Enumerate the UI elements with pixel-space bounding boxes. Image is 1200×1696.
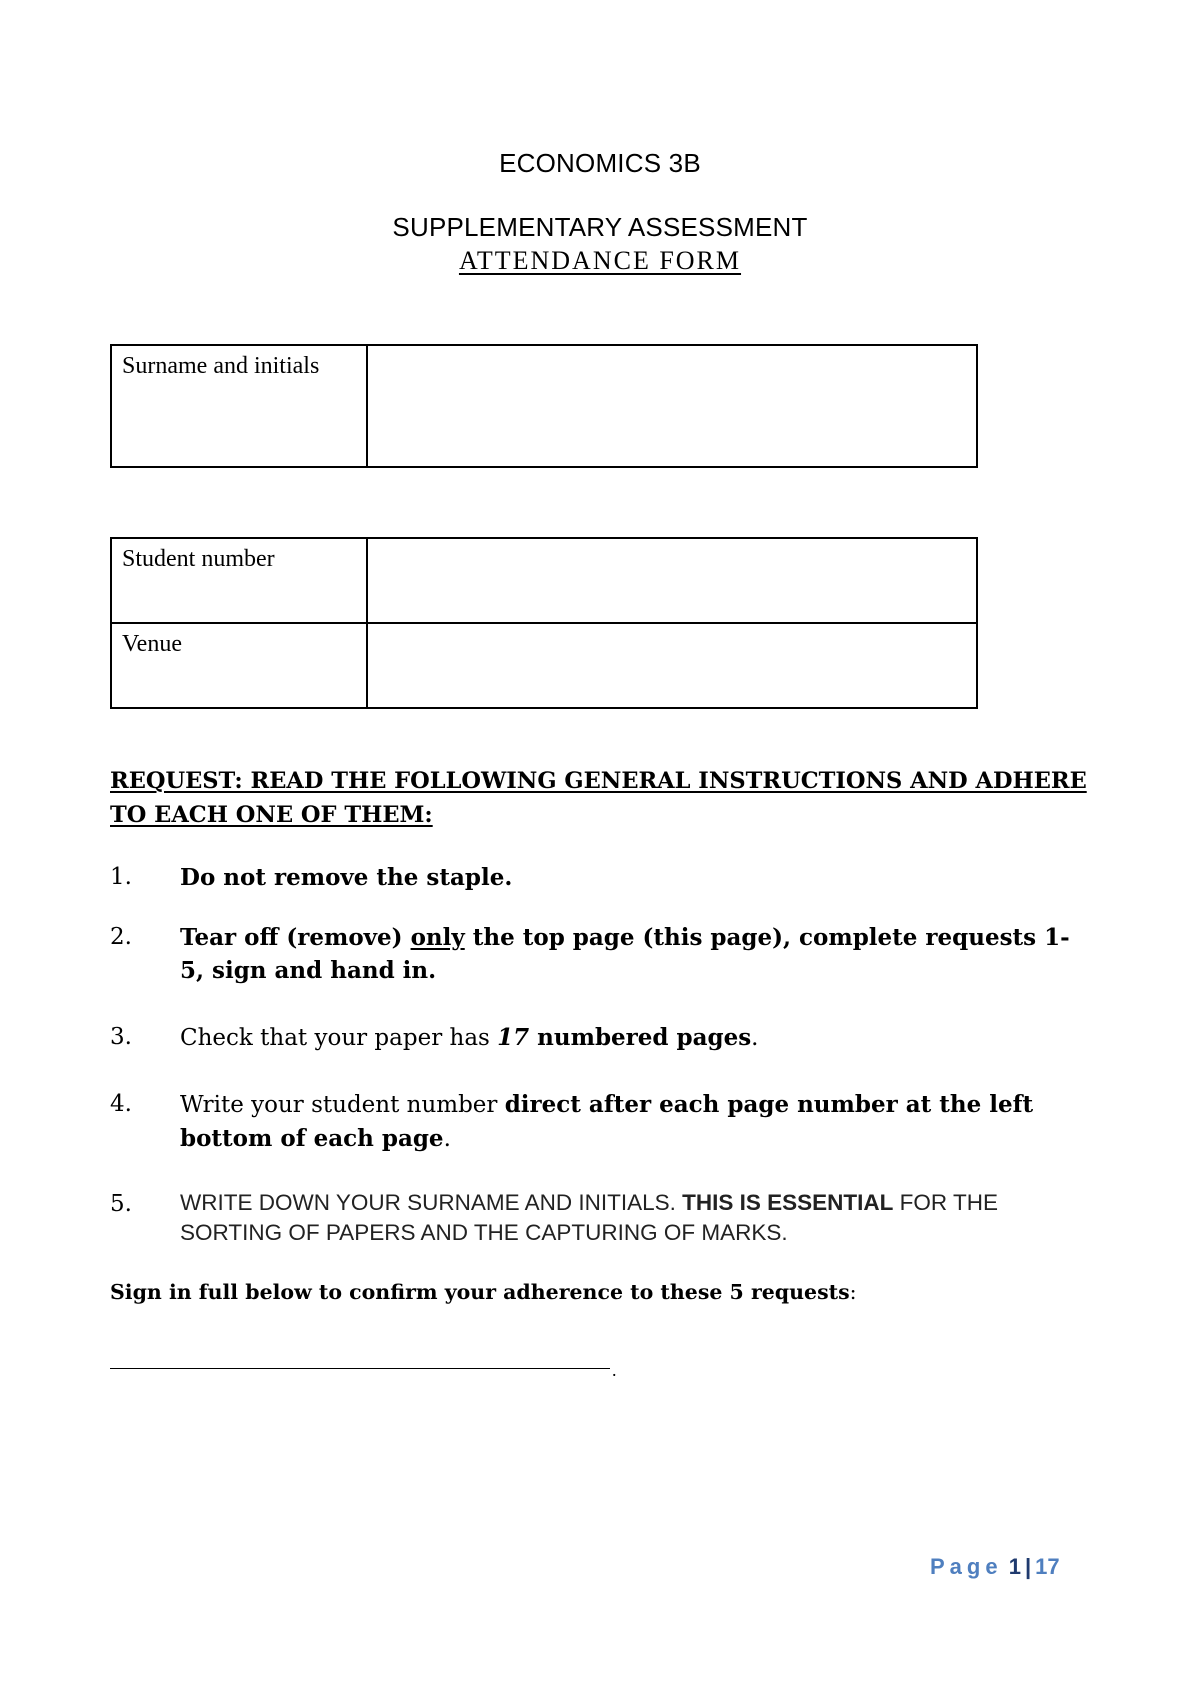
request-text-part: Write your student number	[180, 1092, 505, 1118]
request-heading: REQUEST: READ THE FOLLOWING GENERAL INSTRUCTIONS AND ADHERE TO EACH ONE OF THEM:	[110, 768, 1087, 828]
request-number: 5.	[110, 1191, 132, 1217]
request-text-part: Check that your paper has	[180, 1025, 498, 1051]
request-text-part: numbered pages	[529, 1024, 752, 1051]
request-number: 2.	[110, 924, 132, 950]
request-text-part: direct after each page number at the left bottom of each page	[180, 1091, 1034, 1152]
student-number-field[interactable]	[367, 538, 977, 623]
assessment-title: SUPPLEMENTARY ASSESSMENT	[392, 212, 808, 242]
sign-note	[110, 1280, 1110, 1304]
page-word: Page	[930, 1554, 1003, 1579]
request-text	[180, 1188, 1090, 1248]
request-text-part: FOR THE SORTING OF PAPERS AND THE CAPTURING OF MARKS.	[180, 1190, 999, 1245]
request-page-count: 17	[497, 1024, 530, 1051]
venue-label: Venue	[111, 623, 367, 708]
request-number: 1.	[110, 864, 132, 890]
request-text	[180, 1088, 1090, 1156]
page-footer	[930, 1554, 1060, 1580]
request-text: Do not remove the staple.	[180, 864, 513, 891]
request-number: 3.	[110, 1024, 132, 1050]
request-text-part: WRITE DOWN YOUR SURNAME AND INITIALS.	[180, 1190, 683, 1215]
request-text	[180, 1021, 1090, 1055]
surname-label: Surname and initials	[111, 345, 367, 467]
sign-note-text: Sign in full below to confirm your adherence to these 5 requests	[110, 1280, 850, 1304]
surname-table	[110, 344, 978, 468]
request-text-part: Tear off (remove)	[180, 924, 411, 951]
request-text-part: .	[751, 1025, 759, 1051]
page-separator: |	[1024, 1554, 1032, 1579]
details-table	[110, 537, 978, 709]
request-text-part: the top page (this page), complete requests 1-5, sign and hand in.	[180, 924, 1070, 984]
request-emphasis-only: only	[410, 924, 465, 951]
student-number-label: Student number	[111, 538, 367, 623]
request-number: 4.	[110, 1091, 132, 1117]
signature-line-end: .	[612, 1360, 617, 1380]
surname-field[interactable]	[367, 345, 977, 467]
form-title-text: ATTENDANCE FORM	[458, 246, 742, 275]
request-text	[180, 921, 1090, 987]
total-pages: 17	[1035, 1554, 1060, 1579]
form-title	[0, 246, 1200, 276]
request-emphasis: THIS IS ESSENTIAL	[682, 1190, 894, 1215]
venue-field[interactable]	[367, 623, 977, 708]
course-title: ECONOMICS 3B	[499, 148, 701, 178]
signature-line[interactable]	[110, 1368, 610, 1369]
sign-note-suffix: :	[849, 1280, 857, 1304]
current-page-number: 1	[1008, 1554, 1021, 1579]
request-text-part: .	[443, 1126, 451, 1152]
